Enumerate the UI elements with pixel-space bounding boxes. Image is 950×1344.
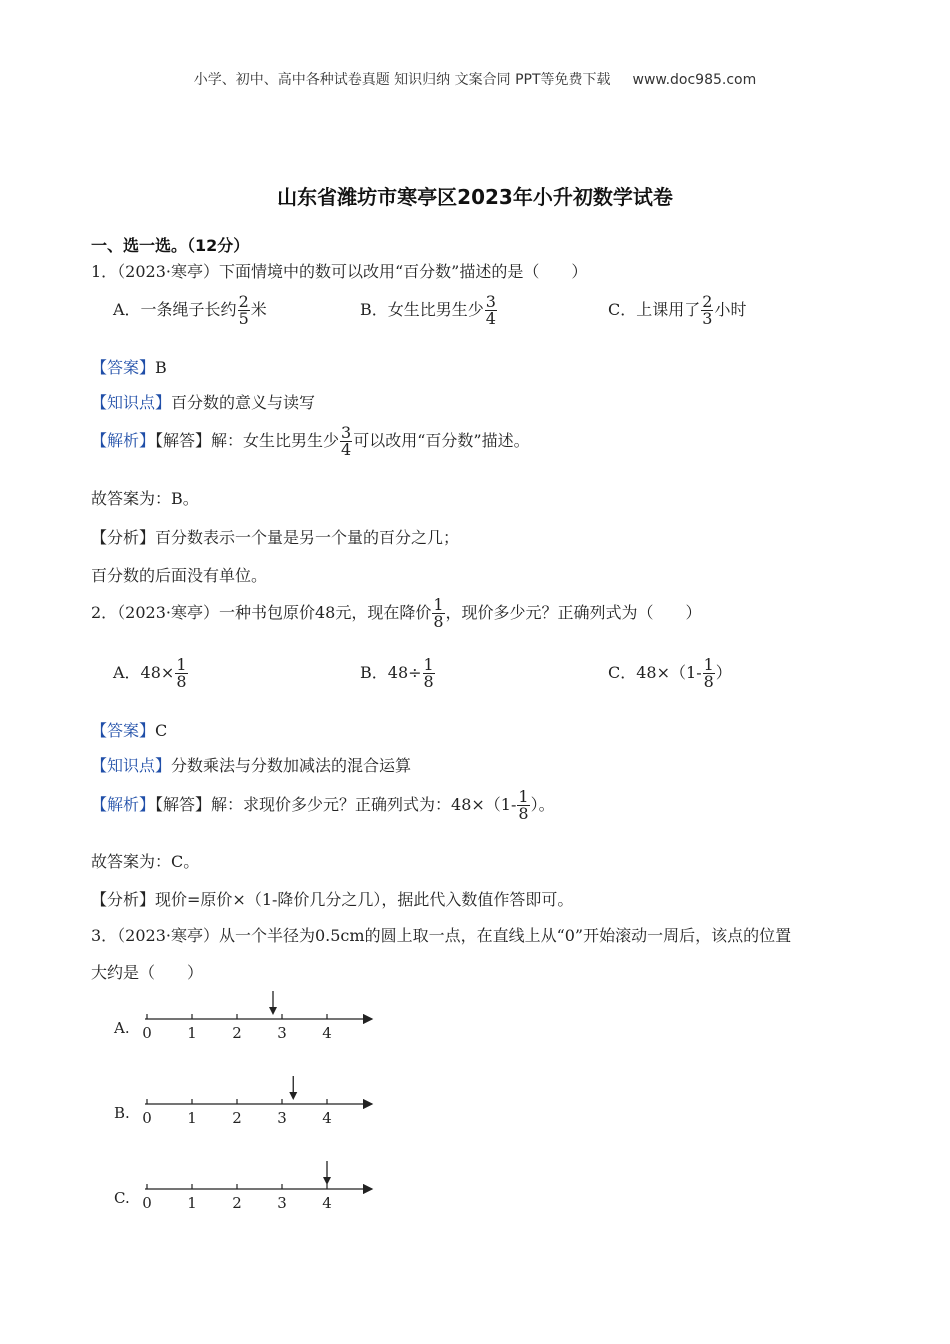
- q2-conclusion: 故答案为：C。: [91, 852, 200, 871]
- q1-option-b: B．女生比男生少 $\frac{3}{4}$: [360, 292, 496, 328]
- q1-option-c: C．上课用了 $\frac{2}{3}$ 小时: [608, 292, 747, 328]
- q1-option-c-fraction: $\frac{2}{3}$: [702, 292, 713, 328]
- q3-option-a-line: [113, 991, 372, 1042]
- q3-stem: 3．（2023·寒亭）从一个半径为0.5cm的圆上取一点，在直线上从“0”开始滚动一周后，该点的位置: [91, 926, 792, 945]
- q1-conclusion: 故答案为：B。: [91, 489, 199, 508]
- tick-label: 2: [232, 1109, 242, 1127]
- q3-option-b-line: [114, 1076, 372, 1127]
- q2-option-c-fraction: $\frac{1}{8}$: [703, 655, 714, 691]
- tick-label: 3: [277, 1109, 287, 1127]
- q1-solution-fraction: $\frac{3}{4}$: [341, 423, 352, 459]
- option-label: C.: [114, 1189, 130, 1207]
- q2-option-a-fraction: $\frac{1}{8}$: [176, 655, 187, 691]
- option-label: B.: [114, 1104, 130, 1122]
- option-label: A.: [114, 1019, 130, 1037]
- q1-analysis-2: 百分数的后面没有单位。: [91, 566, 268, 585]
- q1-knowledge: 【知识点】百分数的意义与读写: [91, 393, 316, 412]
- q3-stem-2: 大约是（ ）: [91, 963, 204, 982]
- q1-analysis: 【分析】百分数表示一个量是另一个量的百分之几；: [91, 528, 460, 547]
- tick-label: 0: [142, 1194, 152, 1212]
- header-url[interactable]: www.doc985.com: [632, 72, 757, 88]
- q1-solution: 【解析】【解答】解：女生比男生少 $\frac{3}{4}$ 可以改用“百分数”描述。: [91, 423, 530, 459]
- q2-analysis: 【分析】现价=原价×（1-降价几分之几），据此代入数值作答即可。: [91, 890, 574, 909]
- tick-label: 4: [322, 1109, 332, 1127]
- tick-label: 3: [277, 1194, 287, 1212]
- tick-label: 1: [187, 1109, 197, 1127]
- tick-label: 4: [322, 1194, 332, 1212]
- tick-label: 0: [142, 1024, 152, 1042]
- section-heading: 一、选一选。（12分）: [91, 236, 250, 255]
- page-header: [0, 69, 950, 89]
- q2-solution: 【解析】【解答】解：求现价多少元？正确列式为：48×（1- $\frac{1}{8}$ ）。: [91, 787, 555, 823]
- q2-solution-fraction: $\frac{1}{8}$: [518, 787, 529, 823]
- tick-label: 4: [322, 1024, 332, 1042]
- position-arrow-icon: [269, 1007, 277, 1015]
- q2-answer: 【答案】C: [91, 721, 168, 740]
- q2-option-a: A．48× $\frac{1}{8}$: [113, 655, 187, 691]
- tick-label: 0: [142, 1109, 152, 1127]
- q3-option-c-line: [114, 1161, 372, 1212]
- q1-option-a: A．一条绳子长约 $\frac{2}{5}$ 米: [113, 292, 267, 328]
- q1-answer: 【答案】B: [91, 358, 167, 377]
- q2-stem: 2．（2023·寒亭）一种书包原价48元，现在降价 $\frac{1}{8}$ ，现价多少元？正确列式为（ ）: [91, 595, 702, 631]
- q2-option-b-fraction: $\frac{1}{8}$: [423, 655, 434, 691]
- tick-label: 2: [232, 1194, 242, 1212]
- position-arrow-icon: [289, 1092, 297, 1100]
- q2-option-b: B．48÷ $\frac{1}{8}$: [360, 655, 434, 691]
- position-arrow-icon: [323, 1177, 331, 1185]
- q3-number-lines: [100, 985, 400, 1220]
- q1-option-a-fraction: $\frac{2}{5}$: [238, 292, 249, 328]
- q2-option-c: C．48×（1- $\frac{1}{8}$ ）: [608, 655, 732, 691]
- tick-label: 1: [187, 1194, 197, 1212]
- page-title: 山东省潍坊市寒亭区2023年小升初数学试卷: [277, 185, 673, 209]
- tick-label: 2: [232, 1024, 242, 1042]
- q2-stem-fraction: $\frac{1}{8}$: [433, 595, 444, 631]
- q2-knowledge: 【知识点】分数乘法与分数加减法的混合运算: [91, 756, 412, 775]
- q1-option-b-fraction: $\frac{3}{4}$: [485, 292, 496, 328]
- q1-stem: 1．（2023·寒亭）下面情境中的数可以改用“百分数”描述的是（ ）: [91, 262, 588, 281]
- tick-label: 1: [187, 1024, 197, 1042]
- tick-label: 3: [277, 1024, 287, 1042]
- header-text: 小学、初中、高中各种试卷真题 知识归纳 文案合同 PPT等免费下载: [193, 72, 611, 88]
